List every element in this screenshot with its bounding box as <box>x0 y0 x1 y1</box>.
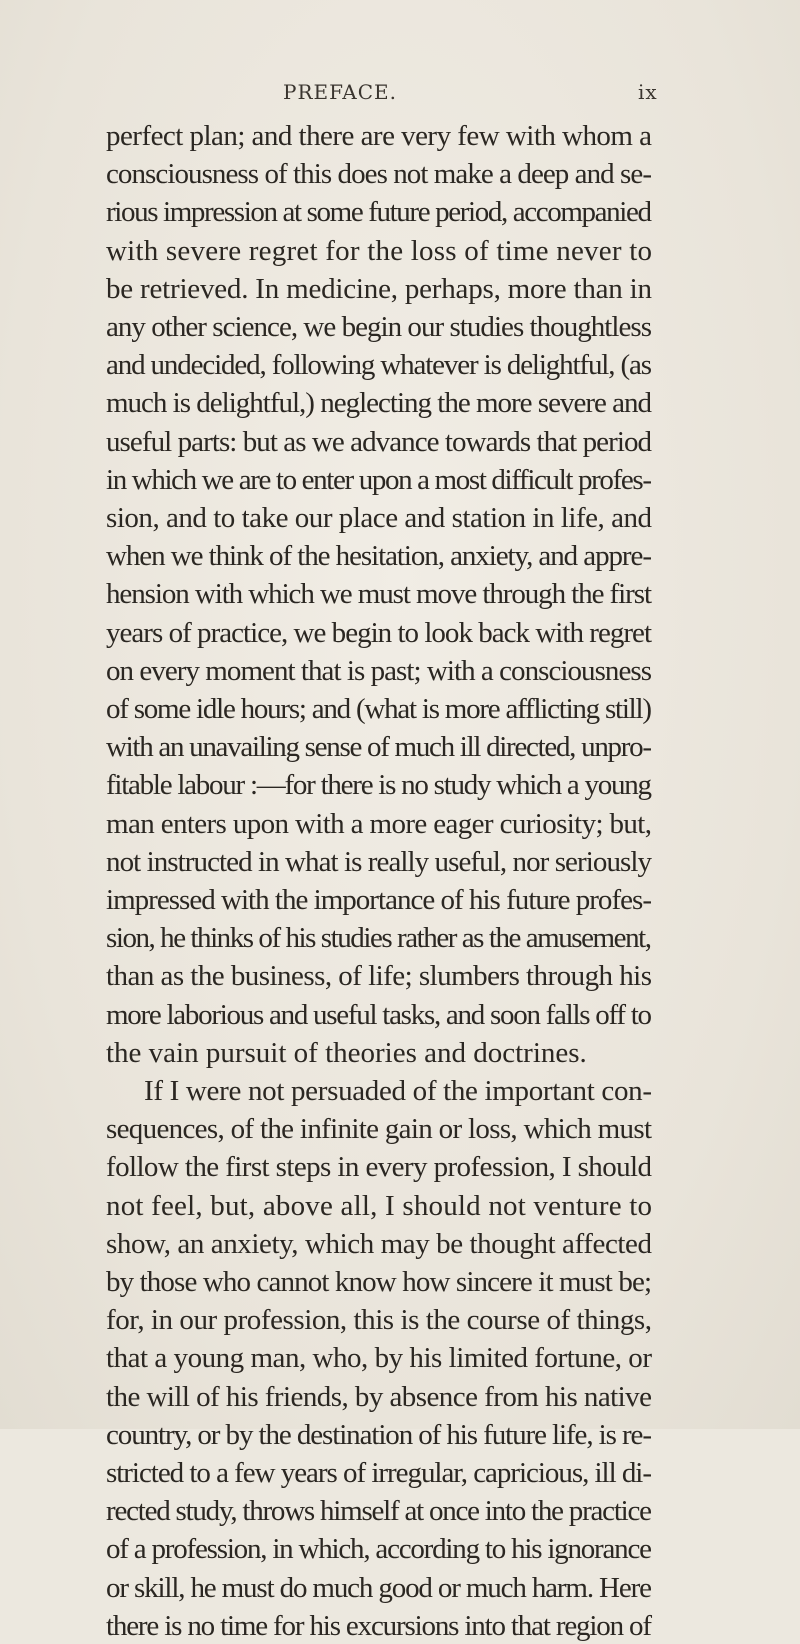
text-line-content: If I were not persuaded of the important con- <box>144 1075 652 1107</box>
text-line <box>0 689 800 727</box>
text-line <box>0 383 800 421</box>
text-line <box>0 918 800 956</box>
text-line-content: impressed with the importance of his future profes- <box>106 884 652 916</box>
text-line <box>0 1453 800 1491</box>
text-line-content: with severe regret for the loss of time never to <box>106 234 652 267</box>
text-line <box>0 1415 800 1453</box>
text-line-content: of a profession, in which, according to his ignorance <box>106 1533 652 1566</box>
text-line-content: useful parts: but as we advance towards that period <box>106 425 652 458</box>
text-line <box>0 1033 800 1071</box>
text-line-content: the will of his friends, by absence from his native <box>106 1380 652 1413</box>
text-line <box>0 1377 800 1415</box>
text-line <box>0 307 800 345</box>
text-line-content: with an unavailing sense of much ill directed, unpro- <box>106 731 652 764</box>
text-line-content: any other science, we begin our studies thoughtless <box>106 311 652 343</box>
text-line-content: show, an anxiety, which may be thought affected <box>106 1227 652 1260</box>
text-line <box>0 995 800 1033</box>
text-line-content: not feel, but, above all, I should not venture to <box>106 1189 652 1222</box>
page-header <box>0 80 800 114</box>
text-line <box>0 231 800 269</box>
text-line-content: rious impression at some future period, accompanied <box>106 196 652 229</box>
text-line <box>0 765 800 803</box>
text-line-content: that a young man, who, by his limited fortune, or <box>106 1342 652 1375</box>
text-line <box>0 460 800 498</box>
text-line-content: perfect plan; and there are very few with whom a <box>106 120 652 152</box>
text-line <box>0 727 800 765</box>
text-line-content: man enters upon with a more eager curiosity; but, <box>106 807 652 840</box>
text-line-content: by those who cannot know how sincere it must be; <box>106 1266 652 1298</box>
text-line-content: more laborious and useful tasks, and soon falls off to <box>106 998 652 1031</box>
text-line <box>0 116 800 154</box>
text-line-content: or skill, he must do much good or much harm. Here <box>106 1571 652 1604</box>
text-line-content: consciousness of this does not make a deep and se- <box>106 158 652 191</box>
text-line-content: in which we are to enter upon a most difficult profes- <box>106 463 653 496</box>
text-line <box>0 498 800 536</box>
text-line-content: rected study, throws himself at once into the practice <box>106 1495 652 1528</box>
text-line-content: be retrieved. In medicine, perhaps, more than in <box>106 272 652 305</box>
text-line-content: sion, he thinks of his studies rather as the amusement, <box>106 922 652 955</box>
text-line-content: hension with which we must move through the first <box>106 578 652 611</box>
text-line <box>0 536 800 574</box>
text-line <box>0 1338 800 1376</box>
text-line <box>0 880 800 918</box>
text-line <box>0 1262 800 1300</box>
text-line <box>0 192 800 230</box>
text-line <box>0 956 800 994</box>
text-line <box>0 154 800 192</box>
text-line-content: much is delightful,) neglecting the more severe and <box>106 387 652 420</box>
page-number: ix <box>638 80 658 104</box>
text-line-content: follow the first steps in every profession, I should <box>106 1151 652 1184</box>
text-line <box>0 422 800 460</box>
running-head: PREFACE. <box>283 80 397 104</box>
text-line <box>0 1071 800 1109</box>
text-line <box>0 651 800 689</box>
text-line-content: and undecided, following whatever is delightful, (as <box>106 349 652 382</box>
text-line <box>0 1491 800 1529</box>
text-line <box>0 1300 800 1338</box>
text-line-content: of some idle hours; and (what is more afflicting still) <box>106 693 652 725</box>
text-line <box>0 1147 800 1185</box>
text-line <box>0 804 800 842</box>
text-line-content: sequences, of the infinite gain or loss, which must <box>106 1113 652 1146</box>
text-line-content: not instructed in what is really useful, nor seriously <box>106 845 652 878</box>
text-line <box>0 1529 800 1567</box>
text-line-content: when we think of the hesitation, anxiety, and appre- <box>106 540 652 573</box>
text-line <box>0 613 800 651</box>
text-line-content: on every moment that is past; with a consciousness <box>106 654 652 687</box>
text-line-content: country, or by the destination of his future life, is re- <box>106 1418 652 1451</box>
text-line <box>0 1186 800 1224</box>
text-line-content: years of practice, we begin to look back with regret <box>106 616 652 649</box>
text-line <box>0 345 800 383</box>
text-line-content: than as the business, of life; slumbers through his <box>106 960 652 993</box>
text-line-content: sion, and to take our place and station in life, and <box>106 502 652 534</box>
text-line-content: there is no time for his excursions into that region of <box>106 1609 652 1642</box>
text-line <box>0 1109 800 1147</box>
text-line-content: for, in our profession, this is the course of things, <box>106 1304 652 1337</box>
text-line-content: fitable labour :—for there is no study which a young <box>106 769 652 802</box>
text-line <box>0 842 800 880</box>
text-line <box>0 1606 800 1644</box>
text-line-content: the vain pursuit of theories and doctrines. <box>106 1036 587 1069</box>
text-line <box>0 269 800 307</box>
text-line <box>0 1568 800 1606</box>
text-line <box>0 1224 800 1262</box>
text-line <box>0 574 800 612</box>
text-line-content: stricted to a few years of irregular, capricious, ill di- <box>106 1457 652 1489</box>
